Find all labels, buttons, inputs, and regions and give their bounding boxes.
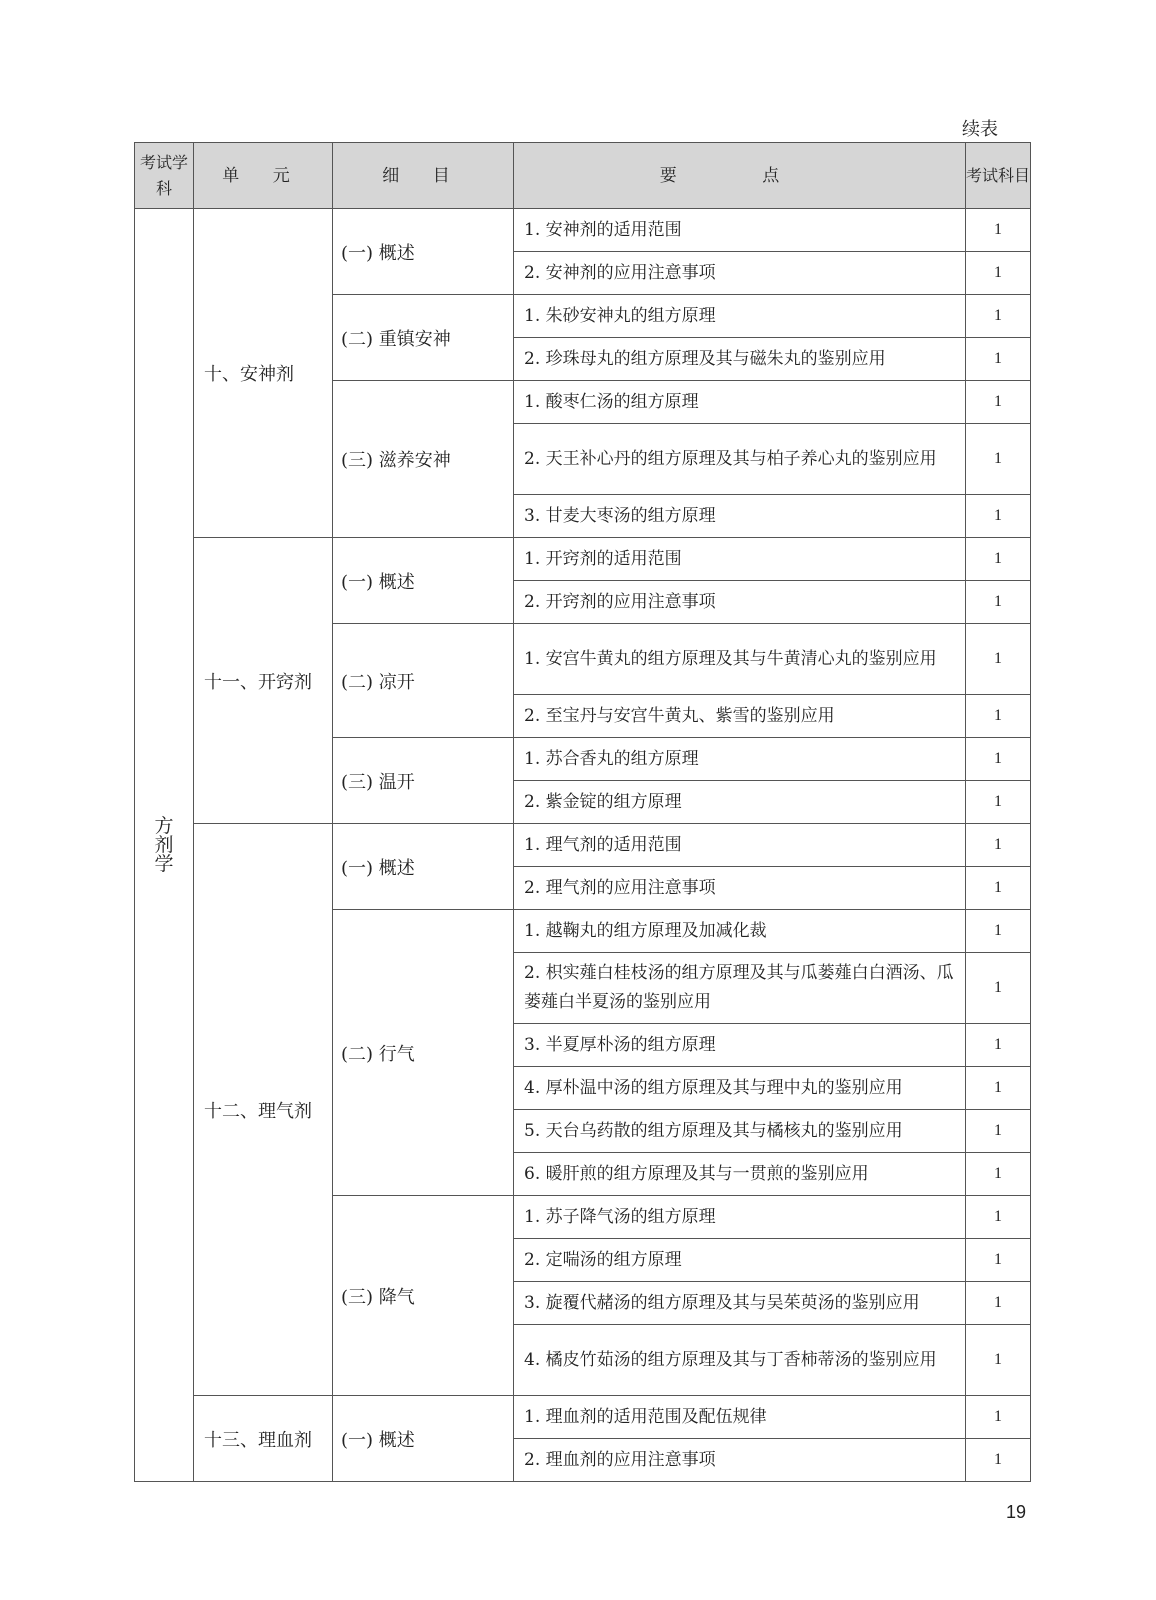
point-cell: 1. 越鞠丸的组方原理及加减化裁: [514, 910, 966, 953]
unit-cell: 十、安神剂: [194, 209, 333, 538]
point-cell: 2. 定喘汤的组方原理: [514, 1239, 966, 1282]
count-cell: 1: [966, 495, 1031, 538]
point-cell: 4. 厚朴温中汤的组方原理及其与理中丸的鉴别应用: [514, 1067, 966, 1110]
item-cell: (一) 概述: [333, 538, 514, 624]
point-cell: 2. 枳实薤白桂枝汤的组方原理及其与瓜蒌薤白白酒汤、瓜蒌薤白半夏汤的鉴别应用: [514, 953, 966, 1024]
item-cell: (三) 降气: [333, 1196, 514, 1396]
point-cell: 1. 安宫牛黄丸的组方原理及其与牛黄清心丸的鉴别应用: [514, 624, 966, 695]
count-cell: 1: [966, 1110, 1031, 1153]
point-cell: 2. 天王补心丹的组方原理及其与柏子养心丸的鉴别应用: [514, 424, 966, 495]
item-cell: (二) 行气: [333, 910, 514, 1196]
count-cell: 1: [966, 1325, 1031, 1396]
header-subject: 考试学科: [135, 143, 194, 209]
count-cell: 1: [966, 624, 1031, 695]
item-cell: (一) 概述: [333, 1396, 514, 1482]
count-cell: 1: [966, 1067, 1031, 1110]
point-cell: 6. 暖肝煎的组方原理及其与一贯煎的鉴别应用: [514, 1153, 966, 1196]
point-cell: 3. 半夏厚朴汤的组方原理: [514, 1024, 966, 1067]
point-cell: 5. 天台乌药散的组方原理及其与橘核丸的鉴别应用: [514, 1110, 966, 1153]
item-cell: (一) 概述: [333, 824, 514, 910]
point-cell: 1. 开窍剂的适用范围: [514, 538, 966, 581]
count-cell: 1: [966, 538, 1031, 581]
item-cell: (三) 滋养安神: [333, 381, 514, 538]
table-row: [135, 824, 1031, 867]
syllabus-table: [134, 142, 1031, 1482]
count-cell: 1: [966, 695, 1031, 738]
count-cell: 1: [966, 252, 1031, 295]
continued-label: 续表: [962, 119, 998, 140]
point-cell: 1. 理血剂的适用范围及配伍规律: [514, 1396, 966, 1439]
point-cell: 2. 紫金锭的组方原理: [514, 781, 966, 824]
table-header-row: [135, 143, 1031, 209]
item-cell: (三) 温开: [333, 738, 514, 824]
table-row: [135, 1396, 1031, 1439]
count-cell: 1: [966, 1396, 1031, 1439]
table-row: [135, 209, 1031, 252]
point-cell: 2. 至宝丹与安宫牛黄丸、紫雪的鉴别应用: [514, 695, 966, 738]
count-cell: 1: [966, 910, 1031, 953]
count-cell: 1: [966, 1439, 1031, 1482]
header-item: 细 目: [333, 143, 514, 209]
point-cell: 1. 朱砂安神丸的组方原理: [514, 295, 966, 338]
count-cell: 1: [966, 738, 1031, 781]
point-cell: 3. 甘麦大枣汤的组方原理: [514, 495, 966, 538]
count-cell: 1: [966, 1196, 1031, 1239]
count-cell: 1: [966, 1282, 1031, 1325]
subject-label: 方剂学: [154, 814, 174, 875]
item-cell: (一) 概述: [333, 209, 514, 295]
count-cell: 1: [966, 1024, 1031, 1067]
header-count: 考试科目: [966, 143, 1031, 209]
header-point: 要 点: [514, 143, 966, 209]
count-cell: 1: [966, 424, 1031, 495]
point-cell: 2. 理气剂的应用注意事项: [514, 867, 966, 910]
item-cell: (二) 重镇安神: [333, 295, 514, 381]
count-cell: 1: [966, 381, 1031, 424]
count-cell: 1: [966, 781, 1031, 824]
count-cell: 1: [966, 338, 1031, 381]
unit-cell: 十二、理气剂: [194, 824, 333, 1396]
count-cell: 1: [966, 209, 1031, 252]
count-cell: 1: [966, 1239, 1031, 1282]
unit-cell: 十一、开窍剂: [194, 538, 333, 824]
point-cell: 2. 理血剂的应用注意事项: [514, 1439, 966, 1482]
count-cell: 1: [966, 824, 1031, 867]
point-cell: 3. 旋覆代赭汤的组方原理及其与吴茱萸汤的鉴别应用: [514, 1282, 966, 1325]
point-cell: 1. 苏子降气汤的组方原理: [514, 1196, 966, 1239]
point-cell: 2. 珍珠母丸的组方原理及其与磁朱丸的鉴别应用: [514, 338, 966, 381]
point-cell: 1. 苏合香丸的组方原理: [514, 738, 966, 781]
point-cell: 1. 理气剂的适用范围: [514, 824, 966, 867]
table-row: [135, 538, 1031, 581]
point-cell: 1. 酸枣仁汤的组方原理: [514, 381, 966, 424]
page-number: 19: [1006, 1502, 1027, 1522]
count-cell: 1: [966, 1153, 1031, 1196]
count-cell: 1: [966, 581, 1031, 624]
item-cell: (二) 凉开: [333, 624, 514, 738]
header-unit: 单 元: [194, 143, 333, 209]
subject-cell: [135, 209, 194, 1482]
count-cell: 1: [966, 953, 1031, 1024]
unit-cell: 十三、理血剂: [194, 1396, 333, 1482]
point-cell: 2. 开窍剂的应用注意事项: [514, 581, 966, 624]
point-cell: 4. 橘皮竹茹汤的组方原理及其与丁香柿蒂汤的鉴别应用: [514, 1325, 966, 1396]
count-cell: 1: [966, 867, 1031, 910]
count-cell: 1: [966, 295, 1031, 338]
point-cell: 2. 安神剂的应用注意事项: [514, 252, 966, 295]
point-cell: 1. 安神剂的适用范围: [514, 209, 966, 252]
